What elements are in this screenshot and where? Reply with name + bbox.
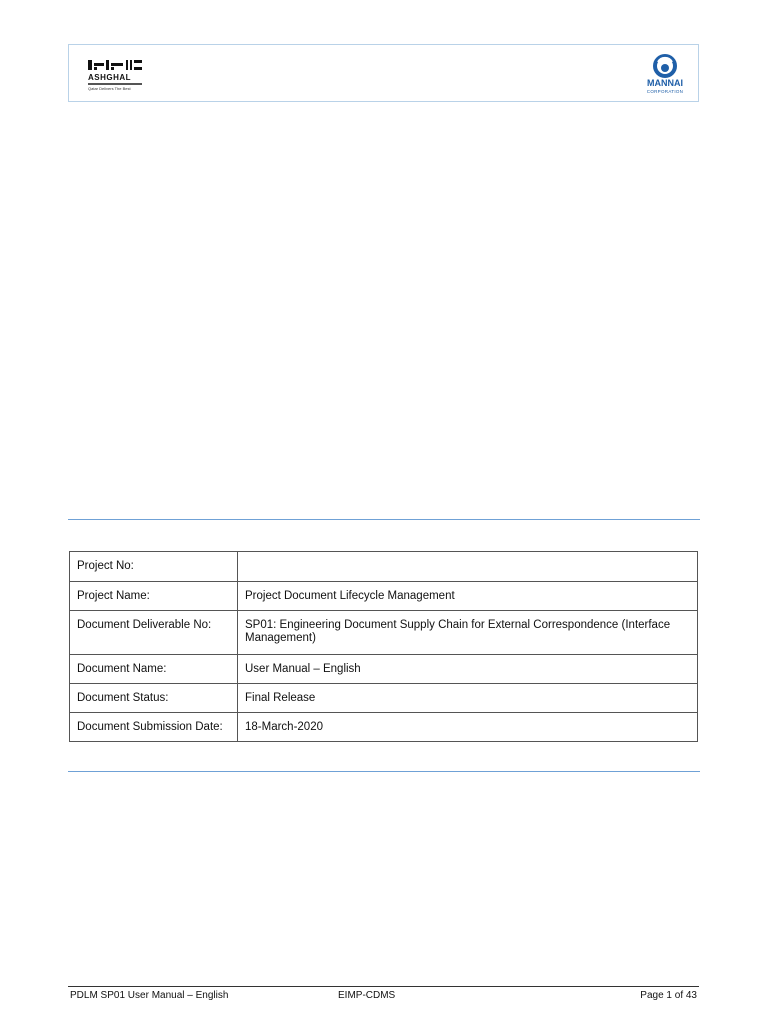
footer-system-name: EIMP-CDMS	[338, 990, 396, 1001]
project-no-value	[238, 552, 698, 582]
table-row	[70, 713, 698, 742]
submission-date-value: 18-March-2020	[238, 713, 698, 742]
table-row	[70, 684, 698, 713]
page-footer	[68, 986, 699, 1001]
table-row	[70, 611, 698, 655]
project-name-value: Project Document Lifecycle Management	[238, 582, 698, 611]
table-row	[70, 552, 698, 582]
footer-document-title: PDLM SP01 User Manual – English	[70, 990, 229, 1001]
document-name-value: User Manual – English	[238, 655, 698, 684]
mannai-name: MANNAI	[647, 78, 683, 88]
project-no-label: Project No:	[70, 552, 238, 582]
ashghal-logo-text: ASHGHAL	[88, 73, 132, 82]
deliverable-no-label: Document Deliverable No:	[70, 611, 238, 655]
divider-top	[68, 519, 700, 520]
document-info-table	[69, 551, 698, 742]
document-header	[68, 44, 699, 102]
mannai-subtitle: CORPORATION	[646, 89, 684, 94]
mannai-logo-icon	[640, 53, 690, 97]
table-row	[70, 582, 698, 611]
ashghal-tagline: Qatar Delivers The Best	[88, 86, 131, 91]
footer-page-number: Page 1 of 43	[640, 990, 697, 1001]
project-name-label: Project Name:	[70, 582, 238, 611]
document-status-value: Final Release	[238, 684, 698, 713]
document-name-label: Document Name:	[70, 655, 238, 684]
divider-bottom	[68, 771, 700, 772]
ashghal-logo-icon	[86, 58, 146, 92]
document-status-label: Document Status:	[70, 684, 238, 713]
table-row	[70, 655, 698, 684]
submission-date-label: Document Submission Date:	[70, 713, 238, 742]
deliverable-no-value: SP01: Engineering Document Supply Chain for External Correspondence (Interface Management)	[238, 611, 698, 655]
